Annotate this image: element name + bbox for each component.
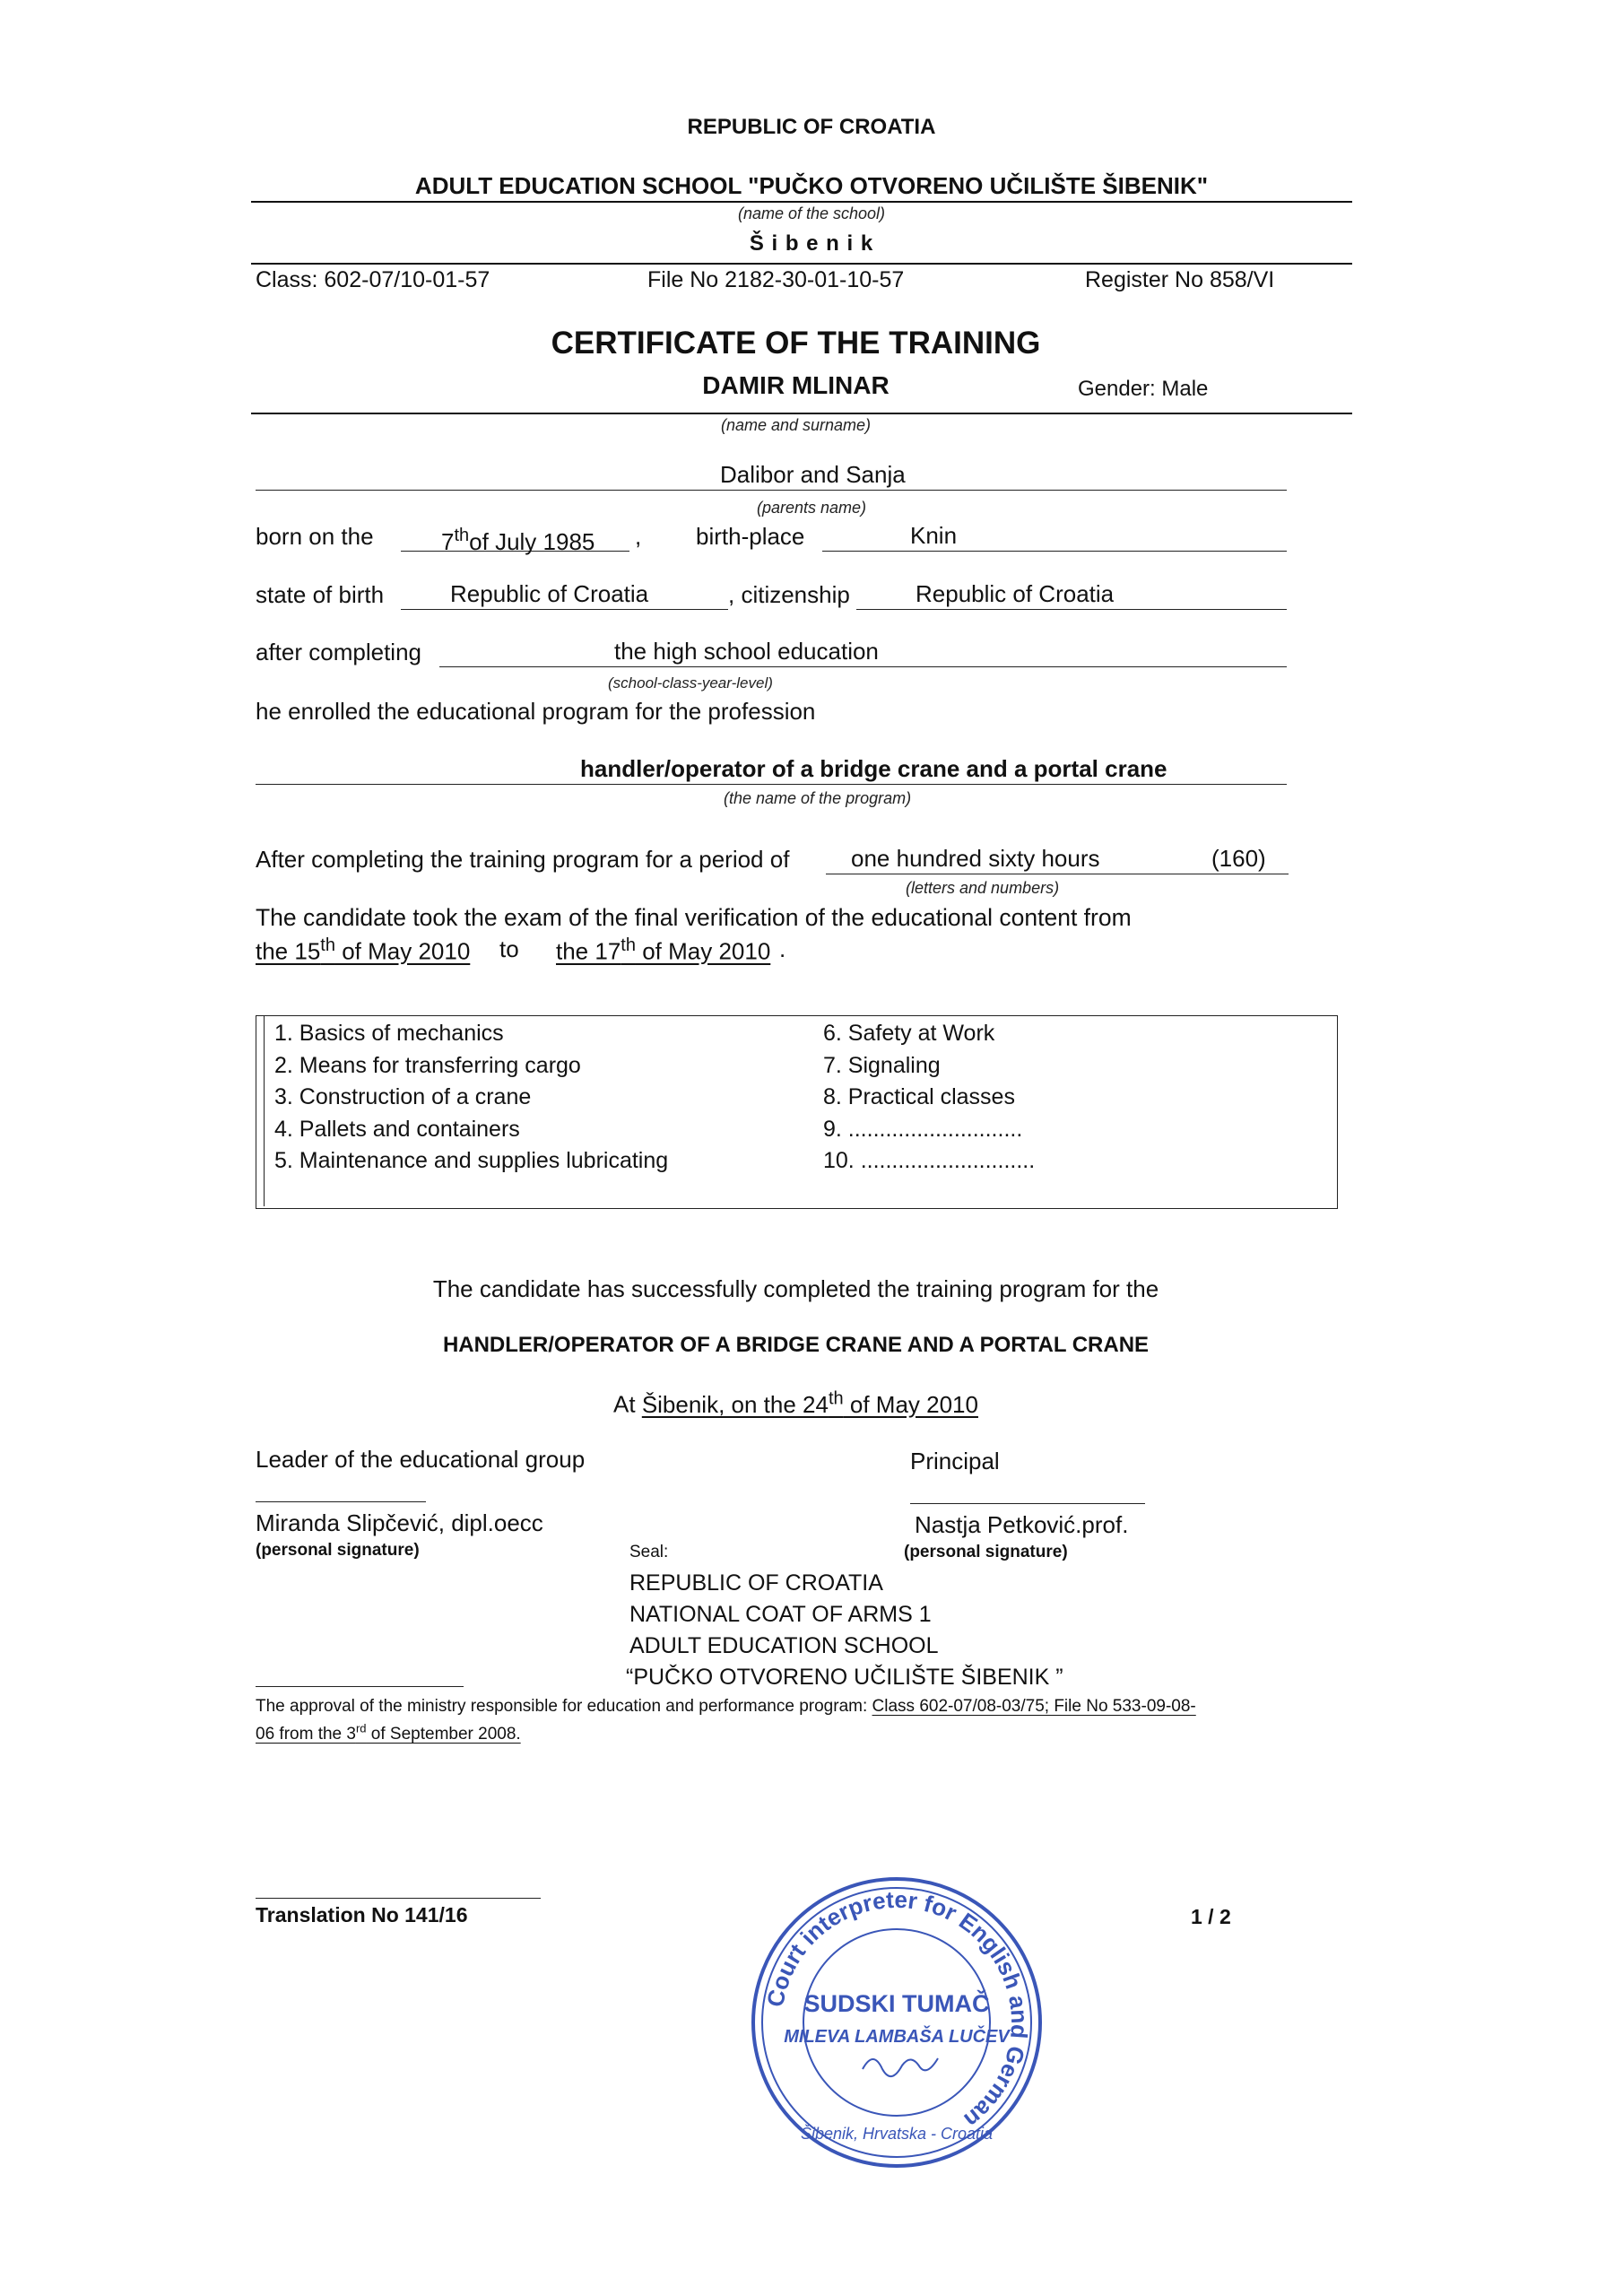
enrolled-text: he enrolled the educational program for the profession xyxy=(256,698,816,725)
approval-note: The approval of the ministry responsible for education and performance program: Class 602-07/08-03/75; File No 533-09-08- 06 from the 3rd of September 2008. xyxy=(256,1697,1196,1744)
leader-sign-line xyxy=(256,1501,426,1502)
exam-to: the 17th of May 2010 xyxy=(556,935,771,965)
seal-text xyxy=(626,1568,1063,1693)
state-field xyxy=(401,578,728,610)
parents-field xyxy=(256,459,1287,491)
stamp-signature-icon xyxy=(863,2058,938,2076)
country-heading: REPUBLIC OF CROATIA xyxy=(687,115,936,139)
program-field xyxy=(256,753,1287,785)
person-name: DAMIR MLINAR xyxy=(702,371,890,399)
born-field xyxy=(401,520,629,555)
leader-caption: (personal signature) xyxy=(256,1541,420,1560)
footnote-rule xyxy=(256,1686,464,1687)
stamp-outer-ring xyxy=(753,1879,1040,2166)
seal-label: Seal: xyxy=(629,1543,669,1561)
birthplace-field xyxy=(822,520,1287,552)
subjects-right-list xyxy=(823,1018,1035,1178)
city-rule xyxy=(251,263,1352,265)
translation-rule xyxy=(256,1898,541,1899)
stamp-ring-text: Court interpreter for English and German xyxy=(761,1885,1034,2134)
principal-caption: (personal signature) xyxy=(904,1543,1068,1561)
subject-item: 6. Safety at Work xyxy=(823,1021,995,1046)
period-label: After completing the training program for a period of xyxy=(256,846,790,873)
period-numbers: (160) xyxy=(1211,845,1266,872)
period-letters: one hundred sixty hours xyxy=(851,845,1100,872)
period-field xyxy=(826,843,1289,874)
subject-item: 9. ............................ xyxy=(823,1116,1023,1142)
seal-line: ADULT EDUCATION SCHOOL xyxy=(629,1633,939,1658)
stamp-center-ring xyxy=(803,1929,990,2116)
completion-profession: HANDLER/OPERATOR OF A BRIDGE CRANE AND A PORTAL CRANE xyxy=(442,1333,1150,1357)
completing-field xyxy=(439,636,1287,667)
gender: Gender: Male xyxy=(1078,377,1209,401)
court-interpreter-stamp xyxy=(744,1870,1049,2175)
citizenship-field xyxy=(856,578,1287,610)
subject-item: 7. Signaling xyxy=(823,1052,941,1078)
birthplace-value: Knin xyxy=(910,522,958,549)
principal-sign-line xyxy=(910,1503,1145,1504)
completing-caption: (school-class-year-level) xyxy=(608,674,773,691)
parents-caption: (parents name) xyxy=(756,499,867,517)
program-caption: (the name of the program) xyxy=(724,789,912,807)
subject-item: 3. Construction of a crane xyxy=(274,1084,532,1109)
stamp-bottom-text: Šibenik, Hrvatska - Croatia xyxy=(800,2125,994,2143)
stamp-line2: MILEVA LAMBAŠA LUČEV xyxy=(784,2027,1010,2047)
stamp-line1: SUDSKI TUMAČ xyxy=(803,1990,990,2017)
state-label: state of birth xyxy=(256,581,385,608)
subject-item: 2. Means for transferring cargo xyxy=(274,1052,581,1078)
subject-item: 5. Maintenance and supplies lubricating xyxy=(274,1148,669,1173)
leader-name: Miranda Slipčević, dipl.oecc xyxy=(256,1509,543,1536)
born-label: born on the xyxy=(256,523,374,550)
completion-place-date: At Šibenik, on the 24th of May 2010 xyxy=(613,1388,978,1418)
born-comma: , xyxy=(635,523,642,550)
born-value: 7thof July 1985 xyxy=(441,526,595,555)
principal-name: Nastja Petković.prof. xyxy=(915,1511,1129,1538)
subjects-left-list xyxy=(274,1018,668,1178)
completing-value: the high school education xyxy=(614,638,879,665)
city-name: Š i b e n i k xyxy=(749,231,874,256)
certificate-title: CERTIFICATE OF THE TRAINING xyxy=(551,326,1041,361)
name-rule xyxy=(251,413,1352,414)
subject-item: 1. Basics of mechanics xyxy=(274,1021,504,1046)
period-caption: (letters and numbers) xyxy=(906,879,1060,897)
subject-item: 10. ............................ xyxy=(823,1148,1036,1173)
citizenship-value: Republic of Croatia xyxy=(916,580,1115,607)
exam-text: The candidate took the exam of the final verification of the educational content from xyxy=(256,904,1132,931)
program-name: handler/operator of a bridge crane and a portal crane xyxy=(580,755,1167,782)
parents-value: Dalibor and Sanja xyxy=(720,461,906,488)
seal-line: “PUČKO OTVORENO UČILIŠTE ŠIBENIK ” xyxy=(626,1665,1063,1690)
subject-item: 4. Pallets and containers xyxy=(274,1116,520,1142)
subjects-box xyxy=(256,1015,1338,1209)
class-ref: Class: 602-07/10-01-57 xyxy=(256,267,490,292)
exam-end: . xyxy=(779,935,786,962)
subject-item: 8. Practical classes xyxy=(823,1084,1015,1109)
translation-number: Translation No 141/16 xyxy=(256,1903,468,1926)
principal-label: Principal xyxy=(910,1448,1000,1474)
seal-line: NATIONAL COAT OF ARMS 1 xyxy=(629,1602,932,1627)
exam-to-label: to xyxy=(499,935,519,962)
state-value: Republic of Croatia xyxy=(450,580,649,607)
name-caption: (name and surname) xyxy=(720,416,872,434)
seal-line: REPUBLIC OF CROATIA xyxy=(629,1570,883,1596)
school-caption: (name of the school) xyxy=(737,204,886,222)
school-name: ADULT EDUCATION SCHOOL "PUČKO OTVORENO UČILIŠTE ŠIBENIK" xyxy=(414,172,1209,199)
register-ref: Register No 858/VI xyxy=(1085,267,1275,292)
file-ref: File No 2182-30-01-10-57 xyxy=(647,267,905,292)
birthplace-label: birth-place xyxy=(696,523,805,550)
exam-from: the 15th of May 2010 xyxy=(256,935,471,965)
leader-label: Leader of the educational group xyxy=(256,1446,586,1473)
page-number: 1 / 2 xyxy=(1191,1905,1231,1928)
completion-line1: The candidate has successfully completed the training program for the xyxy=(432,1275,1159,1302)
completing-label: after completing xyxy=(256,639,421,665)
citizenship-label: , citizenship xyxy=(728,581,850,608)
school-rule xyxy=(251,201,1352,203)
subjects-inner-line xyxy=(264,1016,269,1206)
